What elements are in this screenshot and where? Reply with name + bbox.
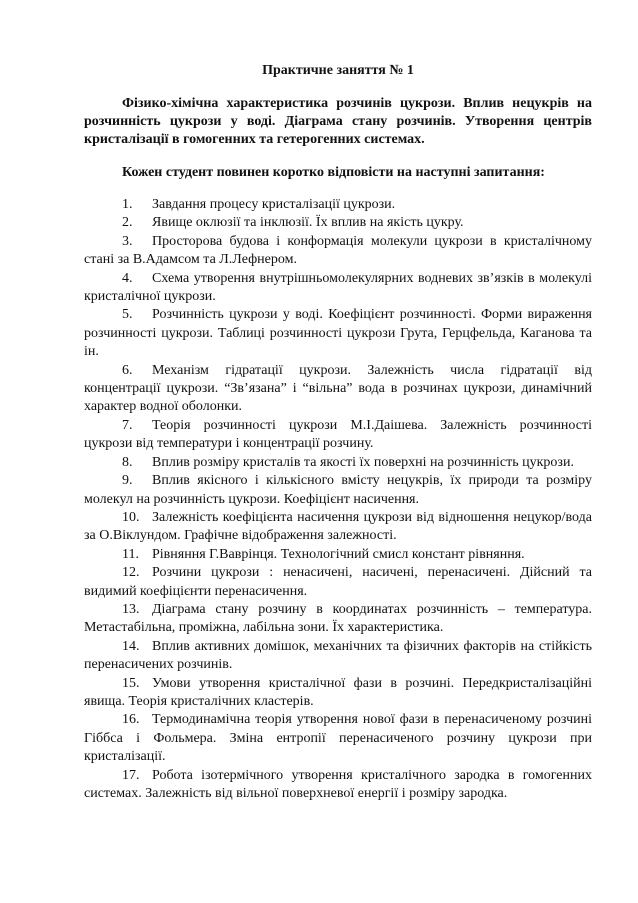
question-number: 15. — [122, 675, 140, 691]
question-item — [84, 601, 592, 638]
question-text: Завдання процесу кристалізації цукрози. — [152, 197, 396, 212]
question-text: Просторова будова і конформація молекули цукрози в кристалічному стані за В.Адамсом та Л.Лефнером. — [84, 233, 592, 268]
question-text: Механізм гідратації цукрози. Залежність числа гідратації від концентрації цукрози. “Зв’язана” і “вільна” вода в розчинах цукрози, динамічний характер водної оболонки. — [84, 362, 592, 415]
question-text: Умови утворення кристалічної фази в розчині. Передкристалізаційні явища. Теорія кристалічних кластерів. — [84, 675, 592, 709]
question-number: 10. — [122, 509, 140, 525]
question-item — [84, 454, 592, 472]
question-item — [84, 196, 592, 214]
question-number: 8. — [122, 454, 133, 470]
page-title: Практичне заняття № 1 — [262, 63, 414, 78]
question-item — [84, 362, 592, 417]
question-number: 7. — [122, 417, 133, 433]
question-item — [84, 638, 592, 675]
question-number: 6. — [122, 362, 133, 378]
question-item — [84, 509, 592, 546]
question-number: 1. — [122, 197, 133, 212]
question-number: 5. — [122, 307, 133, 323]
instruction-text: Кожен студент повинен коротко відповісти на наступні запитання: — [122, 165, 545, 180]
topic-heading: Фізико-хімічна характеристика розчинів цукрози. Вплив нецукрів на розчинність цукрози у воді. Діаграма стану розчинів. Утворення центрів кристалізації в гомогенних та гетерогенних системах. — [84, 96, 592, 147]
question-item — [84, 306, 592, 361]
question-item — [84, 233, 592, 270]
question-item — [84, 270, 592, 307]
question-item — [84, 214, 592, 232]
question-text: Вплив розміру кристалів та якості їх поверхні на розчинність цукрози. — [152, 454, 574, 470]
question-text: Вплив якісного і кількісного вмісту нецукрів, їх природи та розміру молекул на розчинність цукрози. Коефіцієнт насичення. — [84, 473, 592, 507]
question-item — [84, 564, 592, 601]
question-text: Розчини цукрози : ненасичені, насичені, перенасичені. Дійсний та видимий коефіцієнти перенасичення. — [84, 565, 592, 599]
question-number: 16. — [122, 712, 140, 728]
question-text: Розчинність цукрози у воді. Коефіцієнт розчинності. Форми вираження розчинності цукрози. Таблиці розчинності цукрози Грута, Герцфельда, Каганова та ін. — [84, 307, 592, 360]
question-item — [84, 546, 592, 564]
question-number: 14. — [122, 638, 140, 654]
question-text: Залежність коефіцієнта насичення цукрози від відношення нецукор/вода за О.Віклундом. Графічне відображення залежності. — [84, 509, 592, 544]
question-text: Рівняння Г.Ваврінця. Технологічний смисл констант рівняння. — [152, 546, 525, 562]
question-number: 2. — [122, 215, 133, 231]
question-text: Вплив активних домішок, механічних та фізичних факторів на стійкість перенасичених розчинів. — [84, 638, 592, 673]
question-item — [84, 417, 592, 454]
question-number: 11. — [122, 546, 139, 562]
question-item — [84, 675, 592, 712]
question-text: Робота ізотермічного утворення кристалічного зародка в гомогенних системах. Залежність від вільної поверхневої енергії і розміру зародка. — [84, 767, 592, 801]
question-number: 12. — [122, 565, 140, 581]
question-item — [84, 711, 592, 766]
question-number: 13. — [122, 601, 140, 617]
question-number: 4. — [122, 270, 133, 286]
question-item — [84, 472, 592, 509]
question-number: 17. — [122, 767, 140, 783]
question-text: Явище оклюзії та інклюзії. Їх вплив на якість цукру. — [152, 215, 464, 231]
question-item — [84, 767, 592, 804]
question-list — [84, 196, 592, 803]
question-number: 9. — [122, 473, 133, 489]
question-text: Схема утворення внутрішньомолекулярних водневих зв’язків в молекулі кристалічної цукрози. — [84, 270, 592, 305]
document-page — [84, 62, 592, 803]
question-text: Теорія розчинності цукрози М.І.Даішева. Залежність розчинності цукрози від температури і концентрації розчину. — [84, 417, 592, 452]
question-text: Термодинамічна теорія утворення нової фази в перенасиченому розчині Гіббса і Фольмера. Зміна ентропії перенасиченого розчину цукрози при кристалізації. — [84, 712, 592, 765]
question-text: Діаграма стану розчину в координатах розчинність – температура. Метастабільна, проміжна, лабільна зони. Їх характеристика. — [84, 601, 592, 636]
question-number: 3. — [122, 233, 133, 249]
